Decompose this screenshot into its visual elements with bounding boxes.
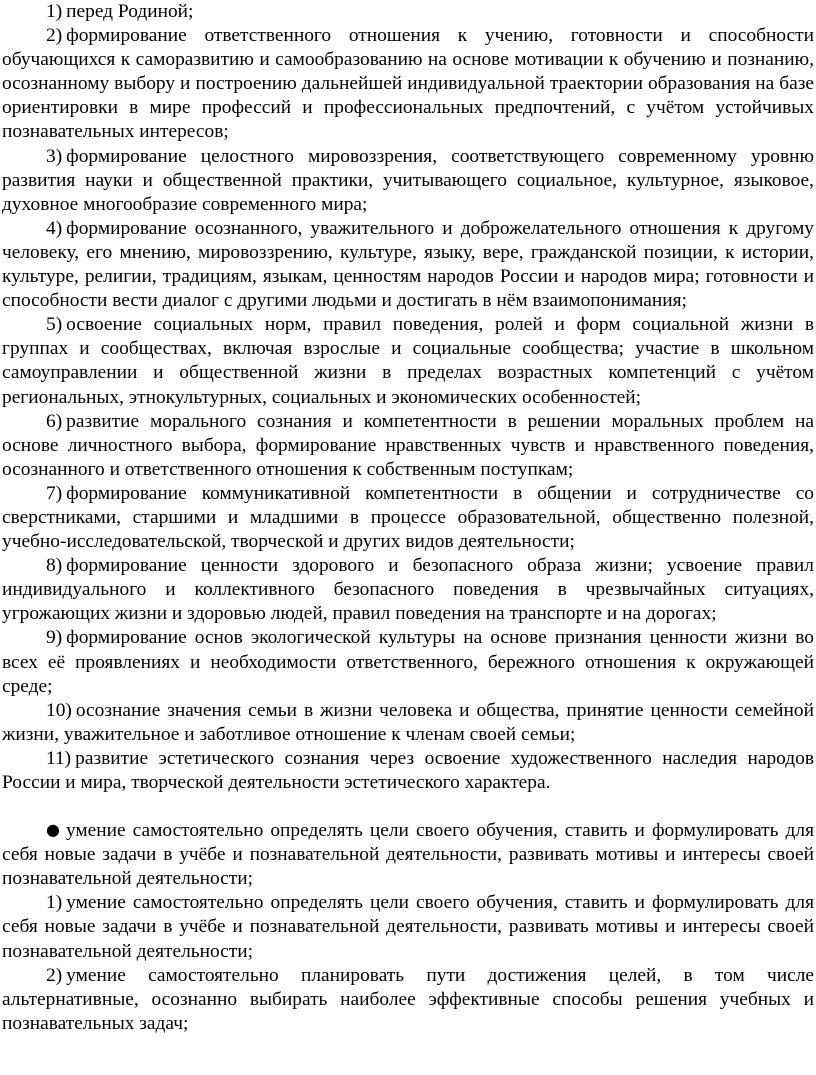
list-item-9 (2, 626, 814, 698)
document-page (2, 0, 814, 1036)
list-item-number: 9) (46, 627, 63, 649)
bullet-icon: ● (46, 820, 60, 840)
list-item-text: формирование осознанного, уважительного и доброжелательного отношения к другому человеку, его мнению, мировоззрению, культуре, языку, вере, гражданской позиции, к истории, культуре, религии, традициям, языкам, ценностям народов России и народов мира; готовности и способности вести диалог с другими людьми и достигать в нём взаимопонимания; (2, 217, 814, 312)
list-item-text: формирование ценности здорового и безопасного образа жизни; усвоение правил индивидуального и коллективного безопасного поведения в чрезвычайных ситуациях, угрожающих жизни и здоровью людей, правил поведения на транспорте и на дорогах; (2, 555, 814, 625)
list-item-text: осознание значения семьи в жизни человека и общества, принятие ценности семейной жизни, уважительное и заботливое отношение к членам своей семьи; (2, 699, 814, 745)
list-item-number: 1) (46, 1, 63, 22)
list-item-10 (2, 699, 814, 747)
list-item-number: 1) (46, 892, 63, 914)
list-item-5 (2, 313, 814, 409)
list-item-11 (2, 747, 814, 795)
list-item-3 (2, 145, 814, 217)
bullet-item-text: умение самостоятельно определять цели своего обучения, ставить и формулировать для себя новые задачи в учёбе и познавательной деятельности, развивать мотивы и интересы своей познавательной деятельности; (2, 820, 814, 890)
list-item-text: умение самостоятельно планировать пути достижения целей, в том числе альтернативные, осознанно выбирать наиболее эффективные способы решения учебных и познавательных задач; (2, 964, 814, 1034)
list-item-number: 10) (46, 699, 72, 721)
list-item-number: 3) (46, 145, 63, 167)
list-item-text: формирование целостного мировоззрения, соответствующего современному уровню развития науки и общественной практики, учитывающего социальное, культурное, языковое, духовное многообразие современного мира; (2, 145, 814, 215)
list-item-text: развитие эстетического сознания через освоение художественного наследия народов России и мира, творческой деятельности эстетического характера. (2, 747, 814, 793)
list-item-text: формирование основ экологической культуры на основе признания ценности жизни во всех её проявлениях и необходимости ответственного, бережного отношения к окружающей среде; (2, 627, 814, 697)
list-item-number: 4) (46, 217, 63, 239)
bullet-item (2, 819, 814, 891)
list-item-text: освоение социальных норм, правил поведения, ролей и форм социальной жизни в группах и сообществах, включая взрослые и социальные сообщества; участие в школьном самоуправлении и общественной жизни в пределах возрастных компетенций с учётом региональных, этнокультурных, социальных и экономических особенностей; (2, 314, 814, 408)
list-item-7 (2, 482, 814, 554)
list-item-number: 6) (46, 410, 63, 432)
paragraph-gap (2, 795, 814, 819)
list-item-number: 2) (46, 964, 63, 986)
list-item-text: умение самостоятельно определять цели своего обучения, ставить и формулировать для себя новые задачи в учёбе и познавательной деятельности, развивать мотивы и интересы своей познавательной деятельности; (2, 892, 814, 962)
list-item-text: формирование ответственного отношения к учению, готовности и способности обучающихся к саморазвитию и самообразованию на основе мотивации к обучению и познанию, осознанному выбору и построению дальнейшей индивидуальной траектории образования на базе ориентировки в мире профессий и профессиональных предпочтений, с учётом устойчивых познавательных интересов; (2, 25, 814, 143)
list-item-number: 7) (46, 482, 63, 504)
list-item-1 (2, 0, 814, 24)
list-item-6 (2, 410, 814, 482)
meta-list-item-2 (2, 964, 814, 1036)
list-item-number: 5) (46, 314, 63, 336)
list-item-2 (2, 24, 814, 144)
list-item-4 (2, 217, 814, 313)
list-item-text: развитие морального сознания и компетентности в решении моральных проблем на основе личностного выбора, формирование нравственных чувств и нравственного поведения, осознанного и ответственного отношения к собственным поступкам; (2, 410, 814, 480)
list-item-number: 11) (46, 747, 72, 769)
list-item-8 (2, 554, 814, 626)
list-item-number: 8) (46, 555, 63, 577)
list-item-number: 2) (46, 25, 63, 47)
list-item-text: формирование коммуникативной компетентности в общении и сотрудничестве со сверстниками, старшими и младшими в процессе образовательной, общественно полезной, учебно-исследовательской, творческой и других видов деятельности; (2, 482, 814, 553)
meta-list-item-1 (2, 891, 814, 963)
list-item-text: перед Родиной; (66, 1, 194, 22)
